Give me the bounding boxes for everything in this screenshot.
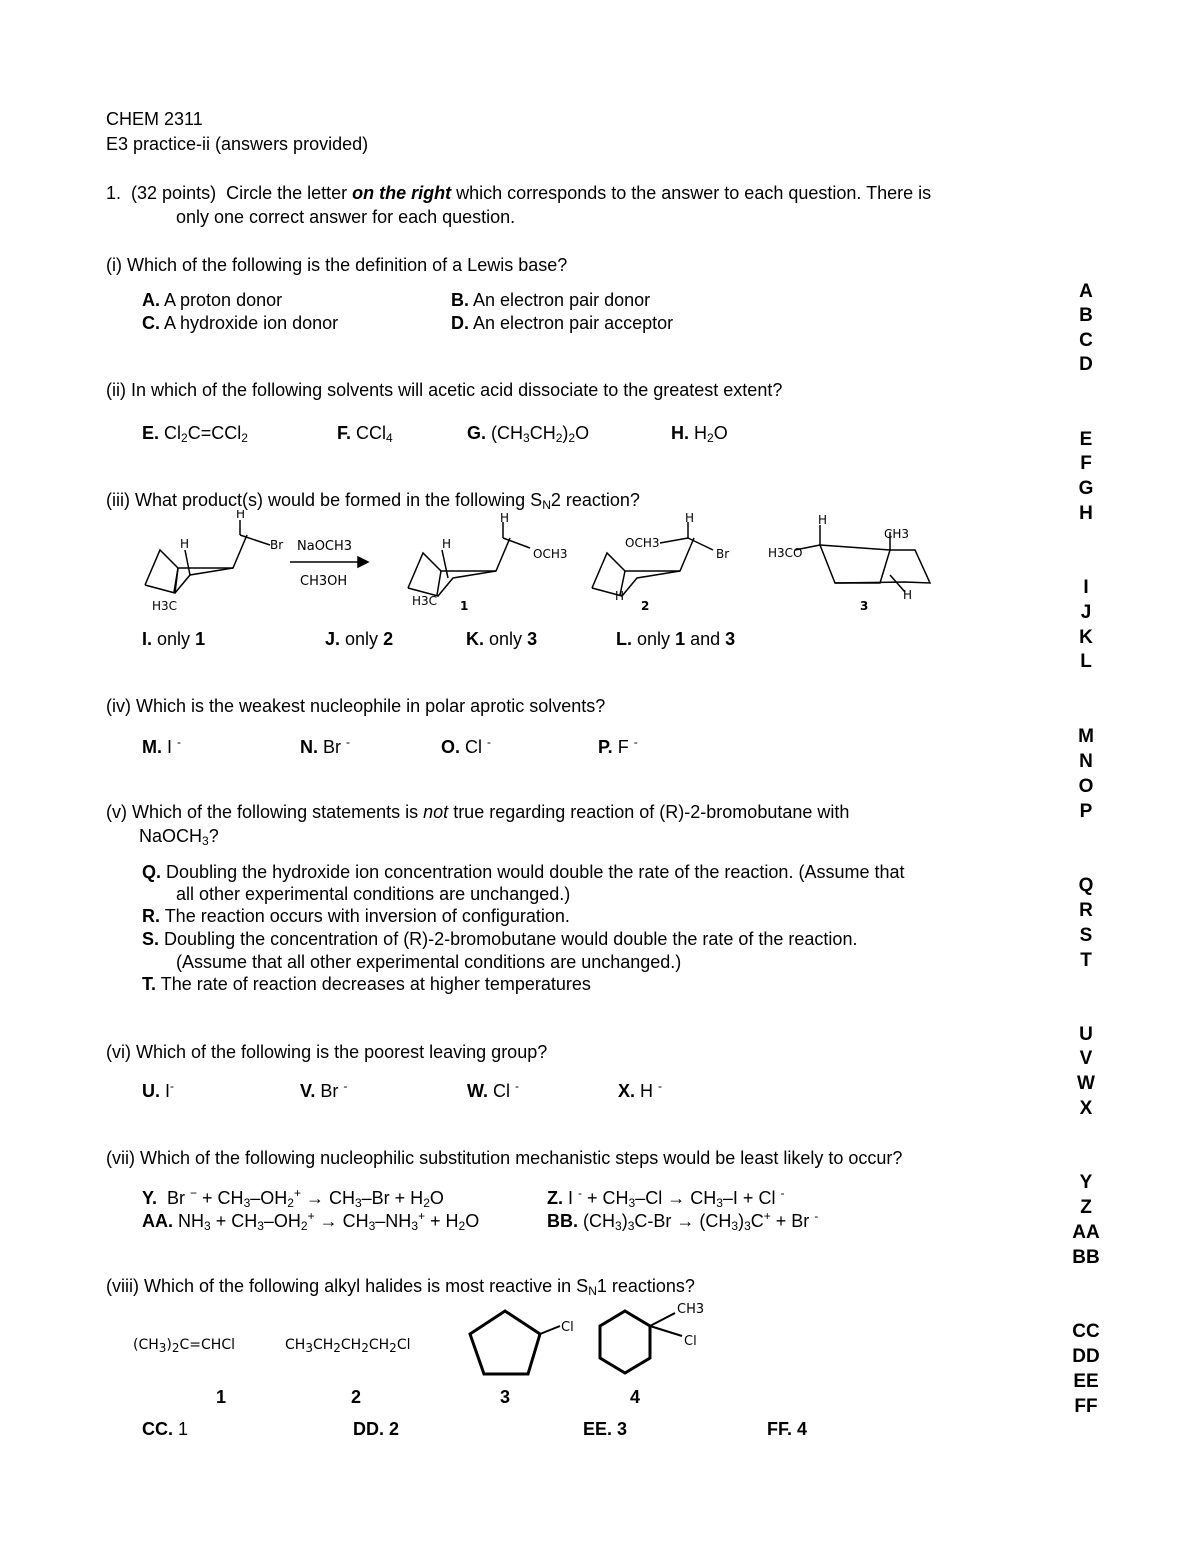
answer-letter-x[interactable]: X <box>1079 1098 1093 1119</box>
option-l: L. only 1 and 3 <box>616 629 736 649</box>
answer-letter-i[interactable]: I <box>1083 577 1089 598</box>
question-vii-prompt: (vii) Which of the following nucleophilic substitution mechanistic steps would be least likely to occur? <box>106 1148 903 1168</box>
option-r: R. The reaction occurs with inversion of configuration. <box>142 906 570 926</box>
option-k: K. only 3 <box>466 629 538 649</box>
option-y: Y. Br $^- + CH_3-OH_2^+ \to CH_3-Br + H_2O$ <box>142 1186 444 1210</box>
question-vi-prompt: (vi) Which of the following is the poorest leaving group? <box>106 1042 548 1062</box>
answer-letter-aa[interactable]: AA <box>1072 1222 1100 1243</box>
option-v: V. Br - <box>300 1079 348 1101</box>
points: (32 points) <box>131 183 217 203</box>
product2-h-bottom: H <box>615 589 625 603</box>
product3-h3co: H3CO <box>768 546 803 560</box>
question-ii-prompt: (ii) In which of the following solvents will acetic acid dissociate to the greatest extent? <box>106 380 783 400</box>
structure-3-cl: Cl <box>561 1320 574 1335</box>
structure-2: $CH_3CH_2CH_2CH_2Cl$ <box>285 1337 411 1355</box>
answer-letter-d[interactable]: D <box>1079 354 1093 375</box>
question-iii-prompt: (iii) What product(s) would be formed in the following $S_N2$ reaction? <box>106 490 640 512</box>
structure-4-ch3: CH3 <box>677 1302 705 1317</box>
option-ff: FF. 4 <box>767 1419 808 1439</box>
answer-letter-ee[interactable]: EE <box>1073 1371 1099 1392</box>
structure-1: $(CH_3)_2C=CHCl$ <box>133 1337 235 1355</box>
option-ee: EE. 3 <box>583 1419 628 1439</box>
reactant-ring-top <box>145 535 247 585</box>
option-a: A. A proton donor <box>142 290 283 310</box>
option-cc: CC. 1 <box>142 1419 189 1439</box>
reactant-h3c: H3C <box>152 599 178 613</box>
structure-number-3: 3 <box>500 1387 511 1407</box>
option-bb: BB. $(CH_3)_3C-Br \to (CH_3)_3C^+ + Br$ - <box>547 1209 819 1233</box>
answer-letter-cc[interactable]: CC <box>1072 1321 1100 1342</box>
option-t: T. The rate of reaction decreases at higher temperatures <box>142 974 591 994</box>
answer-letter-t[interactable]: T <box>1080 950 1092 971</box>
answer-letter-g[interactable]: G <box>1078 478 1094 499</box>
cyclic-structures <box>460 1296 730 1386</box>
answer-letter-l[interactable]: L <box>1080 651 1092 672</box>
option-d: D. An electron pair acceptor <box>451 313 674 333</box>
course-title: CHEM 2311 <box>106 109 203 129</box>
option-b: B. An electron pair donor <box>451 290 651 310</box>
option-s-cont: (Assume that all other experimental conditions are unchanged.) <box>176 952 682 972</box>
cyclohexane-ring <box>600 1311 650 1373</box>
answer-letter-a[interactable]: A <box>1079 281 1093 302</box>
product1-h-axial: H <box>442 537 452 551</box>
sn2-reaction-scheme <box>130 510 950 620</box>
answer-letter-j[interactable]: J <box>1080 602 1092 623</box>
exam-subtitle: E3 practice-ii (answers provided) <box>106 134 369 154</box>
product3-h-bottom: H <box>903 588 913 602</box>
answer-letter-h[interactable]: H <box>1079 503 1093 524</box>
option-e: E. $Cl_2C=CCl_2$ <box>142 423 248 445</box>
answer-letter-w[interactable]: W <box>1077 1073 1095 1094</box>
product2-och3: OCH3 <box>625 536 660 550</box>
option-m: M. I - <box>142 735 182 757</box>
product3-ch3: CH3 <box>884 527 910 541</box>
option-u: U. I- <box>142 1079 175 1101</box>
product-number-2: 2 <box>641 599 650 613</box>
structure-number-4: 4 <box>630 1387 641 1407</box>
answer-letter-s[interactable]: S <box>1079 925 1093 946</box>
option-q-cont: all other experimental conditions are unchanged.) <box>176 884 571 904</box>
answer-letter-e[interactable]: E <box>1079 429 1093 450</box>
question-viii-prompt: (viii) Which of the following alkyl halides is most reactive in $S_N1$ reactions? <box>106 1276 695 1298</box>
reagent-naoch3: NaOCH3 <box>297 539 353 554</box>
option-z: Z. I $^- + CH_3-Cl \to CH_3-I + Cl$ - <box>547 1186 785 1210</box>
option-aa: AA. $NH_3 + CH_3-OH_2^+ \to CH_3-NH_3^+ + H_2O$ <box>142 1209 480 1233</box>
answer-letter-k[interactable]: K <box>1079 627 1093 648</box>
reactant-h-top: H <box>236 510 246 521</box>
answer-letter-ff[interactable]: FF <box>1074 1396 1098 1417</box>
option-j: J. only 2 <box>325 629 394 649</box>
question-v-prompt-line2: NaOCH$_3$? <box>139 826 219 848</box>
answer-letter-z[interactable]: Z <box>1080 1197 1092 1218</box>
answer-letter-dd[interactable]: DD <box>1072 1346 1100 1367</box>
answer-letter-f[interactable]: F <box>1080 453 1092 474</box>
option-s: S. Doubling the concentration of (R)-2-bromobutane would double the rate of the reaction. <box>142 929 858 949</box>
option-f: F. CCl$_4$ <box>337 423 393 445</box>
option-i: I. only 1 <box>142 629 206 649</box>
answer-letter-m[interactable]: M <box>1078 726 1094 747</box>
option-q: Q. Doubling the hydroxide ion concentration would double the rate of the reaction. (Assume that <box>142 862 905 882</box>
answer-letter-q[interactable]: Q <box>1078 875 1094 896</box>
option-o: O. Cl - <box>441 735 492 757</box>
answer-letter-v[interactable]: V <box>1079 1048 1093 1069</box>
cyclopentane-ring <box>470 1311 540 1374</box>
answer-letter-o[interactable]: O <box>1078 776 1094 797</box>
structure-number-1: 1 <box>216 1387 227 1407</box>
instructions-line2: only one correct answer for each question. <box>176 207 516 227</box>
reagent-ch3oh: CH3OH <box>300 574 348 589</box>
structure-4-cl: Cl <box>684 1334 697 1349</box>
product2-h-top: H <box>685 511 695 525</box>
answer-letter-bb[interactable]: BB <box>1072 1247 1100 1268</box>
structure-number-2: 2 <box>351 1387 362 1407</box>
product-number-3: 3 <box>860 599 869 613</box>
answer-letter-c[interactable]: C <box>1079 330 1093 351</box>
option-x: X. H - <box>618 1079 663 1101</box>
product3-h-top: H <box>818 513 828 527</box>
instructions-emphasis: on the right <box>352 183 452 203</box>
reactant-br: Br <box>270 538 284 552</box>
option-c: C. A hydroxide ion donor <box>142 313 339 333</box>
answer-letter-u[interactable]: U <box>1079 1024 1093 1045</box>
answer-letter-r[interactable]: R <box>1079 900 1093 921</box>
instructions-line1: 1. (32 points) Circle the letter on the right which corresponds to the answer to each question. There is <box>106 183 932 203</box>
product1-h-top: H <box>500 511 510 525</box>
product1-och3: OCH3 <box>533 547 568 561</box>
product-number-1: 1 <box>460 599 469 613</box>
product2-br: Br <box>716 547 730 561</box>
option-p: P. F - <box>598 735 638 757</box>
answer-letter-n[interactable]: N <box>1079 751 1093 772</box>
answer-letter-b[interactable]: B <box>1079 305 1093 326</box>
option-h: H. $H_2O$ <box>671 423 728 445</box>
question-number: 1. <box>106 183 122 203</box>
option-dd: DD. 2 <box>353 1419 400 1439</box>
option-n: N. Br - <box>300 735 351 757</box>
option-g: G. $(CH_3CH_2)_2O$ <box>467 423 590 445</box>
question-iv-prompt: (iv) Which is the weakest nucleophile in polar aprotic solvents? <box>106 696 606 716</box>
answer-letter-y[interactable]: Y <box>1079 1172 1093 1193</box>
option-w: W. Cl - <box>467 1079 520 1101</box>
answer-letter-p[interactable]: P <box>1079 801 1093 822</box>
question-i-prompt: (i) Which of the following is the definition of a Lewis base? <box>106 255 568 275</box>
question-v-prompt: (v) Which of the following statements is not true regarding reaction of (R)-2-bromobutane with <box>106 802 850 822</box>
product1-h3c: H3C <box>412 594 438 608</box>
reactant-h-axial: H <box>180 537 190 551</box>
